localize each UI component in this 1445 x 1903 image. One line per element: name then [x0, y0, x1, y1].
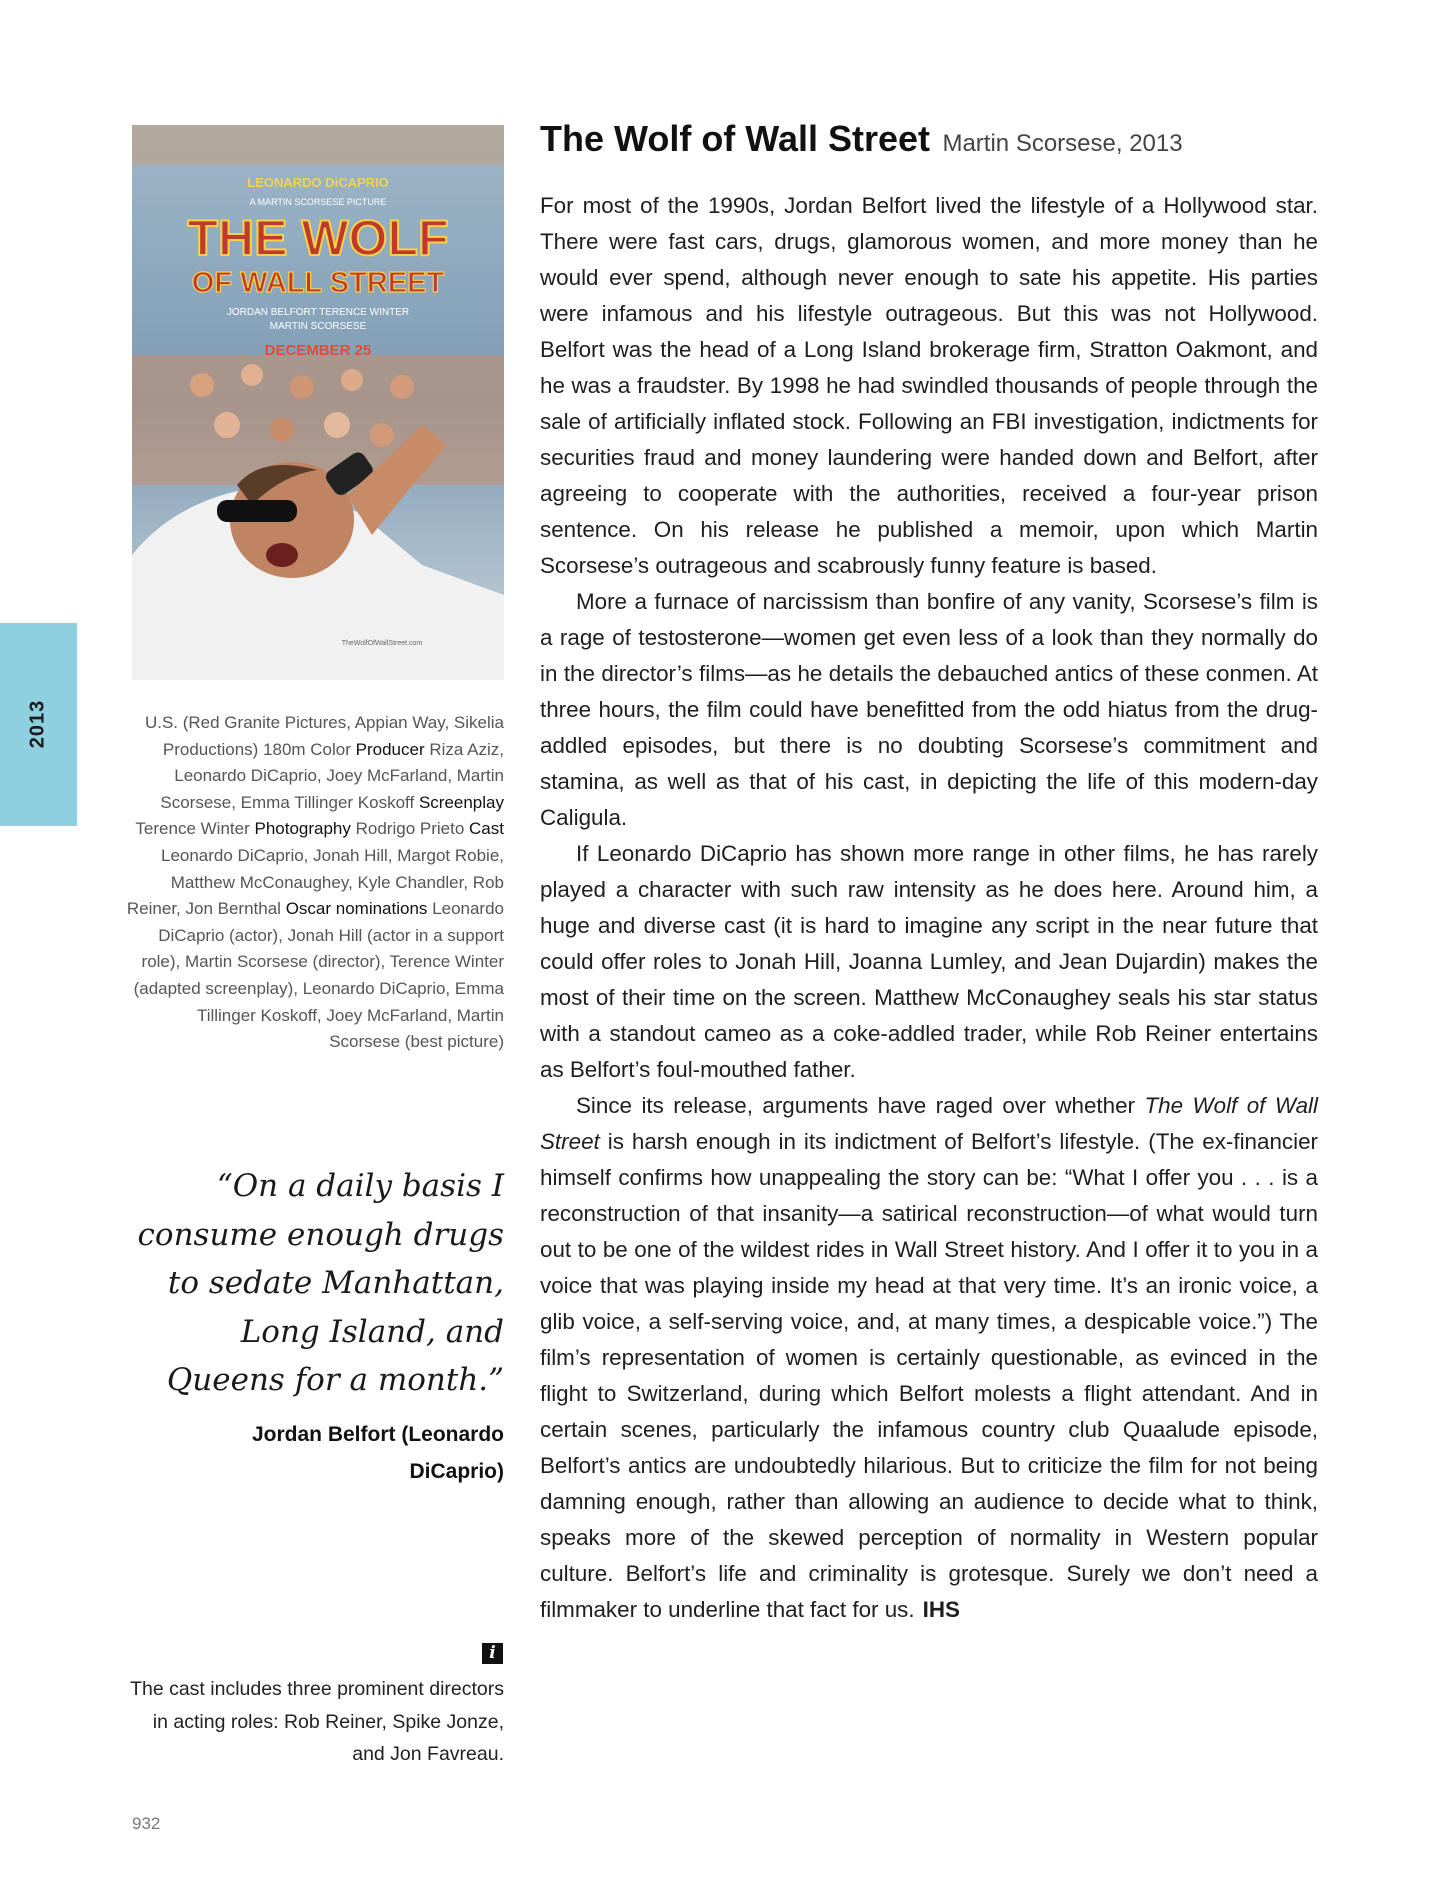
article-body — [540, 188, 1318, 1628]
poster-crowd — [132, 355, 504, 485]
poster-crowd-top — [132, 125, 504, 165]
credits-producer-label: Producer — [355, 739, 425, 759]
poster-title-line2: OF WALL STREET — [191, 267, 445, 299]
poster-face — [324, 412, 350, 438]
info-icon: i — [482, 1643, 503, 1664]
film-director-year: Martin Scorsese, 2013 — [942, 130, 1183, 157]
credits-oscar: Leonardo DiCaprio (actor), Jonah Hill (actor in a support role), Martin Scorsese (director), Terence Winter (adapted screenplay), Leonardo DiCaprio, Emma Tillinger Koskoff, Joey McFarland, Martin Scorsese (best picture) — [133, 899, 504, 1052]
author-initials: IHS — [922, 1597, 960, 1622]
credits-producer: Riza Aziz, Leonardo DiCaprio, Joey McFarland, Martin Scorsese, Emma Tillinger Koskoff — [160, 739, 504, 812]
poster-url: TheWolfOfWallStreet.com — [341, 640, 423, 647]
article-paragraph: For most of the 1990s, Jordan Belfort lived the lifestyle of a Hollywood star. There were fast cars, drugs, glamorous women, and more money than he would ever spend, although never enough to sate his appetite. His parties were infamous and his lifestyle outrageous. But this was not Hollywood. Belfort was the head of a Long Island brokerage firm, Stratton Oakmont, and he was a fraudster. By 1998 he had swindled thousands of people through the sale of artificially inflated stock. Following an FBI investigation, indictments for securities fraud and money laundering were handed down and Belfort, after agreeing to cooperate with the authorities, received a four-year prison sentence. On his release he published a memoir, upon which Martin Scorsese’s outrageous and scabrously funny feature is based. — [540, 193, 1318, 578]
credits-cast: Leonardo DiCaprio, Jonah Hill, Margot Robie, Matthew McConaughey, Kyle Chandler, Rob Reiner, Jon Bernthal — [126, 845, 504, 919]
poster-face — [190, 373, 214, 397]
poster-face — [241, 364, 263, 386]
credits-cast-label: Cast — [469, 819, 504, 839]
year-tab-label: 2013 — [26, 699, 49, 749]
poster-face — [370, 423, 394, 447]
article-paragraph: More a furnace of narcissism than bonfire of any vanity, Scorsese’s film is a rage of testosterone—women get even less of a look than they normally do in the director’s films—as he details the debauched antics of these conmen. At three hours, the film could have benefitted from the odd hiatus from the drug-addled episodes, but there is no doubting Scorsese’s commitment and stamina, as well as that of his cast, in depicting the life of this modern-day Caligula. — [540, 589, 1318, 830]
poster-release-date: DECEMBER 25 — [264, 342, 372, 359]
credits-photography-label: Photography — [254, 819, 351, 839]
poster-face — [390, 375, 414, 399]
article-text: is harsh enough in its indictment of Belfort’s lifestyle. (The ex-financier himself confirms how unappealing the story can be: “What I offer you . . . is a reconstruction of that insanity—a satirical reconstruction—of what would turn out to be one of the wildest rides in Wall Street history. And I offer it to you in a voice that was playing inside my head at that very time. It’s an ironic voice, a glib voice, a self-serving voice, and, at many times, a despicable voice.”) The film’s representation of women is certainly questionable, as evinced in the flight to Switzerland, during which Belfort molests a flight attendant. And in certain scenes, particularly the infamous country club Quaalude episode, Belfort’s antics are undoubtedly hilarious. But to criticize the film for not being damning enough, rather than allowing an audience to decide what to think, speaks more of the skewed perception of normality in Western popular culture. Belfort’s life and criminality is grotesque. Surely we don’t need a filmmaker to underline that fact for us. — [540, 1129, 1318, 1622]
film-credits — [126, 710, 504, 1056]
poster-sunglasses — [217, 500, 297, 522]
year-tab — [0, 623, 77, 826]
credits-screenplay-label: Screenplay — [418, 792, 504, 812]
poster-credits-line2: MARTIN SCORSESE — [269, 321, 367, 332]
film-title-reference: The Wolf of Wall Street — [540, 1093, 1318, 1154]
article-text: Since its release, arguments have raged over whether — [576, 1093, 1145, 1118]
page-number: 932 — [132, 1814, 161, 1833]
poster-face — [214, 412, 240, 438]
article-paragraph: If Leonardo DiCaprio has shown more range in other films, he has rarely played a character with such raw intensity as he does here. Around him, a huge and diverse cast (it is hard to imagine any script in the near future that could offer roles to Jonah Hill, Joanna Lumley, and Jean Dujardin) makes the most of their time on the screen. Matthew McConaughey seals his star status with a standout cameo as a coke-addled trader, while Rob Reiner entertains as Belfort’s foul-mouthed father. — [540, 841, 1318, 1082]
poster-presents: A MARTIN SCORSESE PICTURE — [249, 197, 387, 207]
credits-intro: U.S. (Red Granite Pictures, Appian Way, Sikelia Productions) 180m Color — [144, 713, 504, 759]
film-title: The Wolf of Wall Street — [540, 118, 931, 159]
article-header — [540, 118, 1340, 160]
credits-screenplay: Terence Winter — [135, 819, 250, 839]
poster-face — [341, 369, 363, 391]
poster-credits-line1: JORDAN BELFORT TERENCE WINTER — [226, 307, 410, 318]
poster-image — [132, 125, 504, 680]
info-note: The cast includes three prominent directors in acting roles: Rob Reiner, Spike Jonze, and Jon Favreau. — [130, 1678, 504, 1765]
poster-face — [290, 375, 314, 399]
poster-mouth — [266, 543, 298, 567]
article-paragraph — [540, 1088, 1318, 1628]
quote-attribution: Jordan Belfort (Leonardo DiCaprio) — [251, 1423, 504, 1483]
poster-title-line1: THE WOLF — [187, 210, 449, 266]
poster-face — [270, 418, 294, 442]
credits-photography: Rodrigo Prieto — [355, 819, 465, 839]
poster-actor: LEONARDO DiCAPRIO — [247, 175, 389, 190]
pull-quote: “On a daily basis I consume enough drugs to sedate Manhattan, Long Island, and Queens for a month.” — [137, 1168, 504, 1398]
movie-poster — [132, 125, 504, 680]
credits-oscar-label: Oscar nominations — [285, 899, 428, 919]
